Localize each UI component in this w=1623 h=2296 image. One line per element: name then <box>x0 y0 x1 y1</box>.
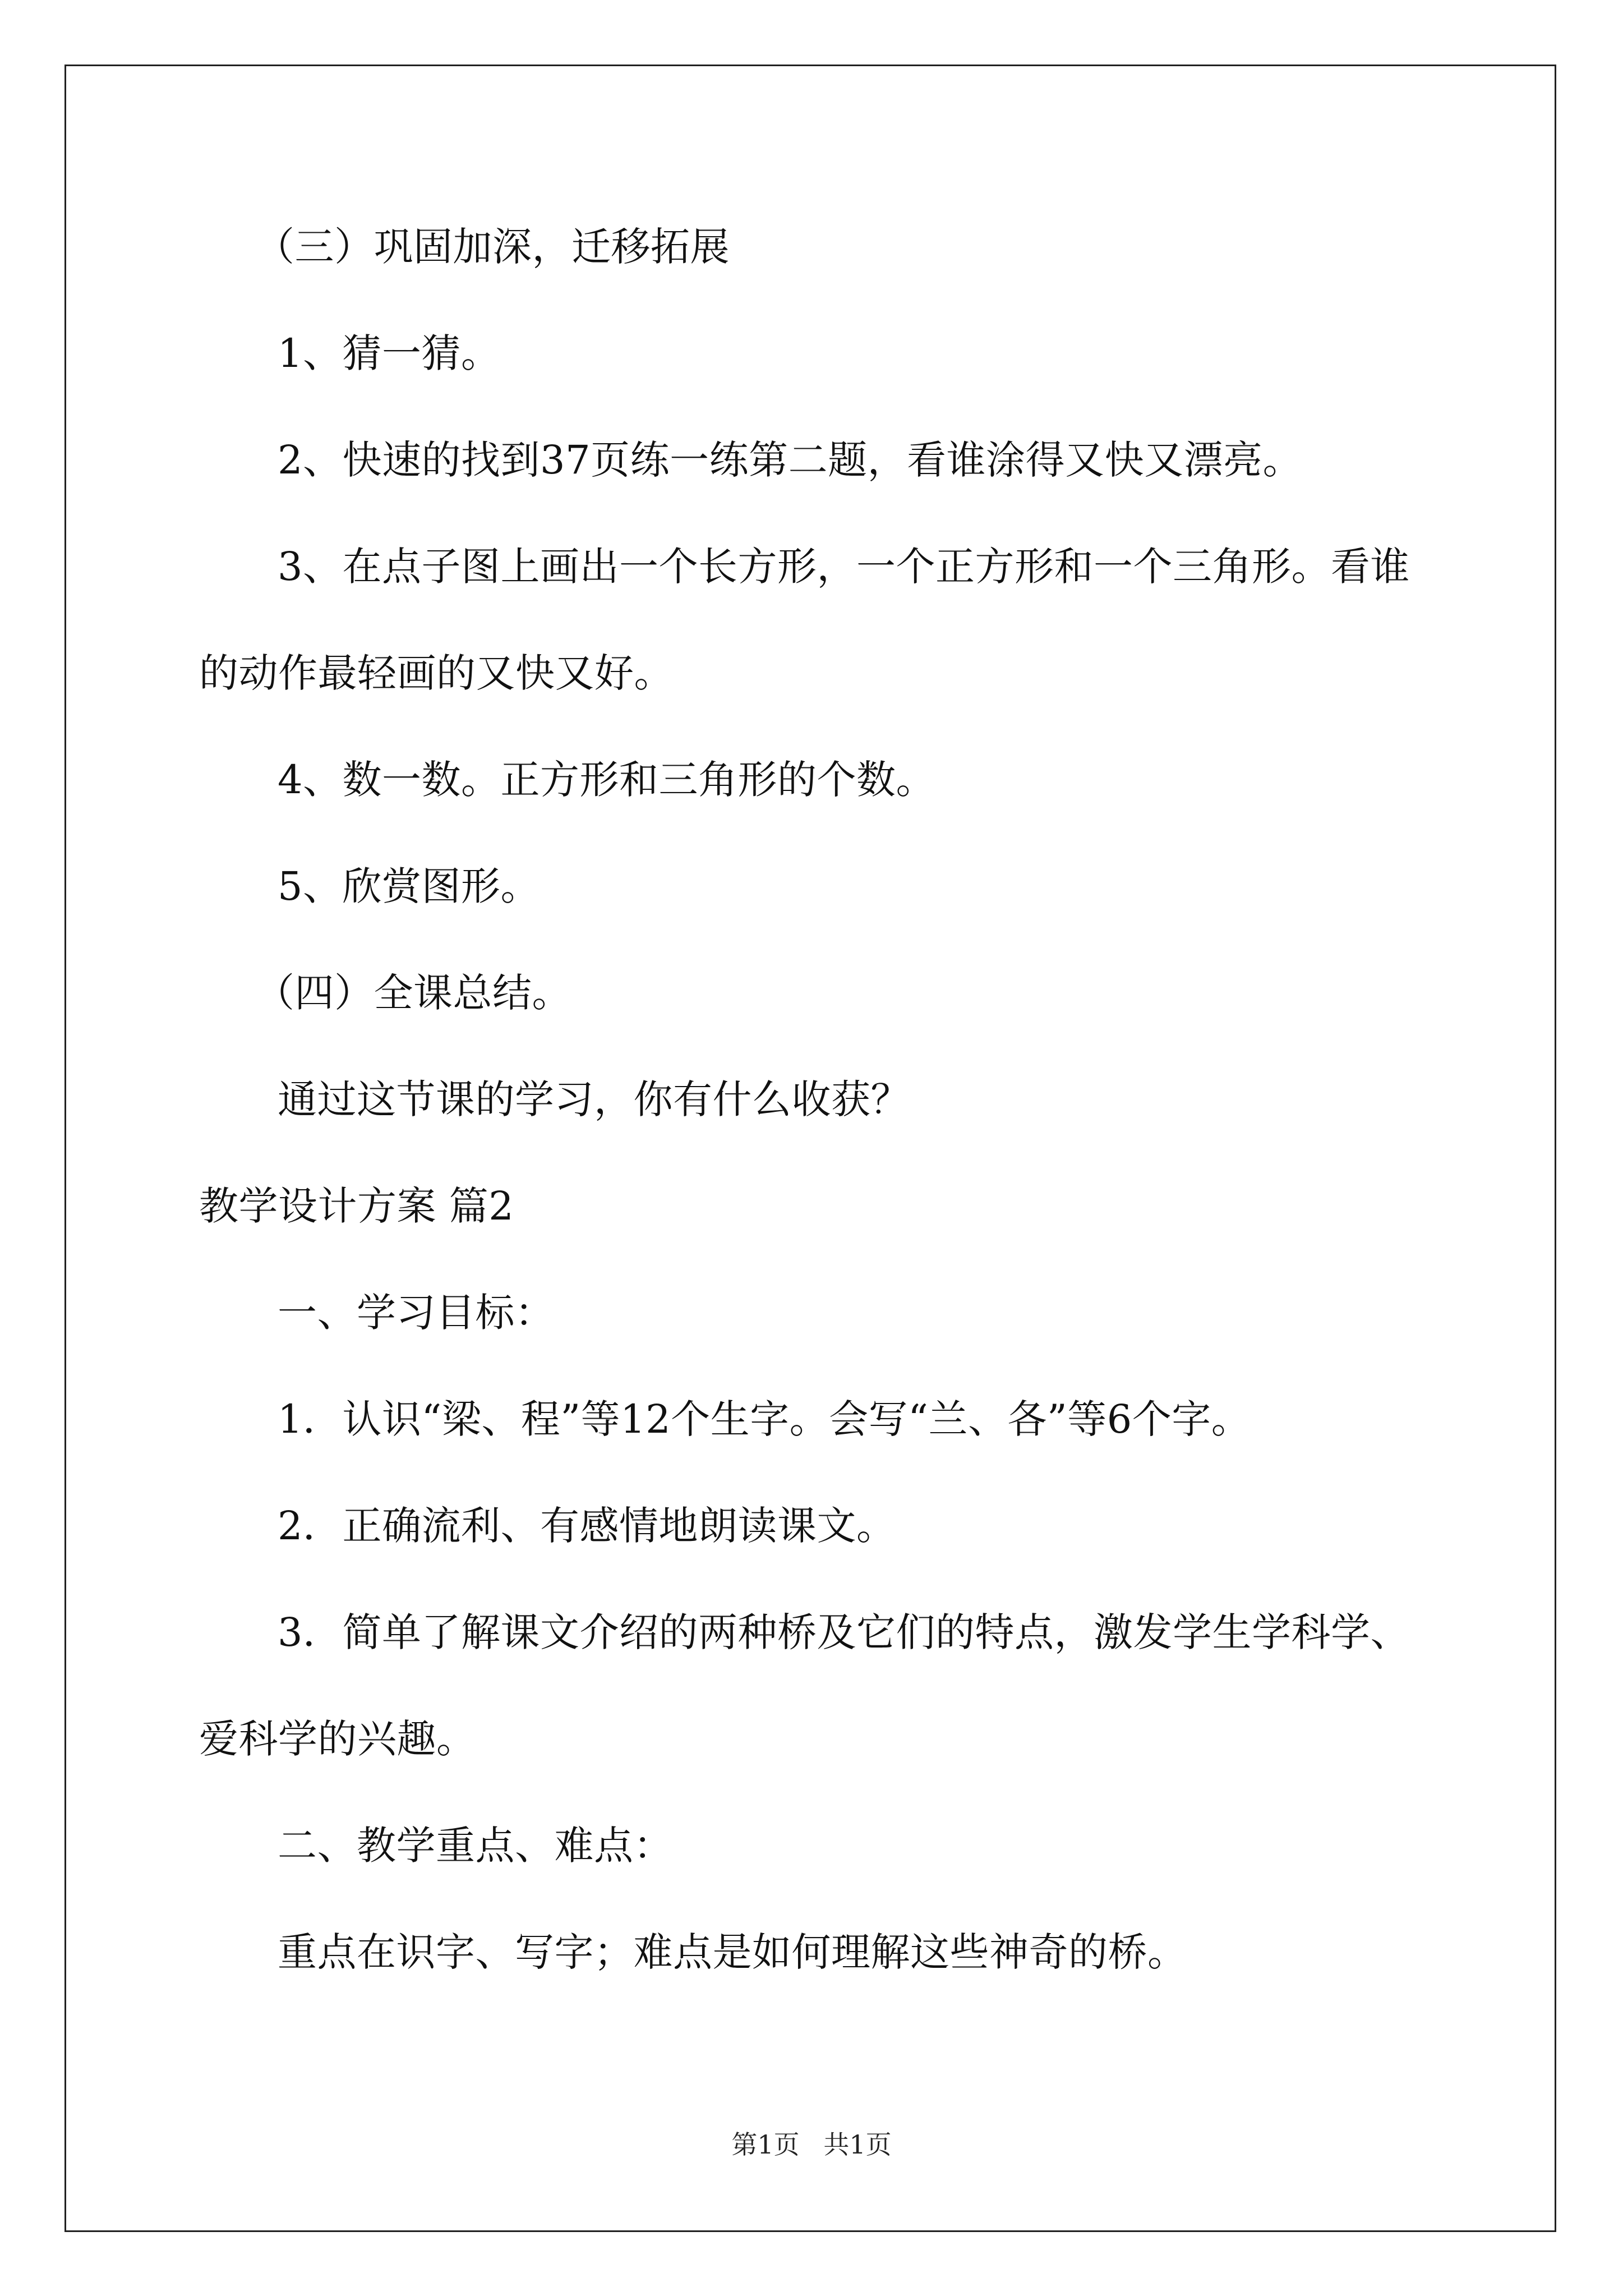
paragraph-guess: 1、猜一猜。 <box>278 330 501 376</box>
paragraph-count: 4、数一数。正方形和三角形的个数。 <box>278 757 936 803</box>
article-title-part2: 教学设计方案 篇2 <box>199 1183 514 1229</box>
page-number-total: 共1页 <box>823 2129 892 2160</box>
paragraph-key-points: 重点在识字、写字；难点是如何理解这些神奇的桥。 <box>278 1929 1187 1975</box>
section-heading-goals: 一、学习目标： <box>278 1290 555 1336</box>
paragraph-exercise: 2、快速的找到37页练一练第二题，看谁涂得又快又漂亮。 <box>278 437 1303 483</box>
paragraph-appreciate: 5、欣赏图形。 <box>278 863 541 909</box>
page-number-current: 第1页 <box>731 2129 800 2160</box>
section-heading-consolidate: （三）巩固加深，迁移拓展 <box>255 224 730 270</box>
goal-item-3-continued: 爱科学的兴趣。 <box>199 1716 476 1762</box>
paragraph-reflection: 通过这节课的学习，你有什么收获？ <box>278 1076 910 1122</box>
paragraph-draw-continued: 的动作最轻画的又快又好。 <box>199 650 674 696</box>
goal-item-3: 3．简单了解课文介绍的两种桥及它们的特点，激发学生学科学、 <box>278 1609 1410 1655</box>
paragraph-draw: 3、在点子图上画出一个长方形，一个正方形和一个三角形。看谁 <box>278 544 1410 590</box>
section-heading-key-points: 二、教学重点、难点： <box>278 1823 673 1869</box>
goal-item-1: 1．认识“梁、程”等12个生字。会写“兰、各”等6个字。 <box>278 1396 1251 1442</box>
page-border <box>64 65 1556 2232</box>
goal-item-2: 2．正确流利、有感情地朗读课文。 <box>278 1503 896 1549</box>
section-heading-summary: （四）全课总结。 <box>255 970 571 1016</box>
page-footer <box>0 2129 1623 2160</box>
